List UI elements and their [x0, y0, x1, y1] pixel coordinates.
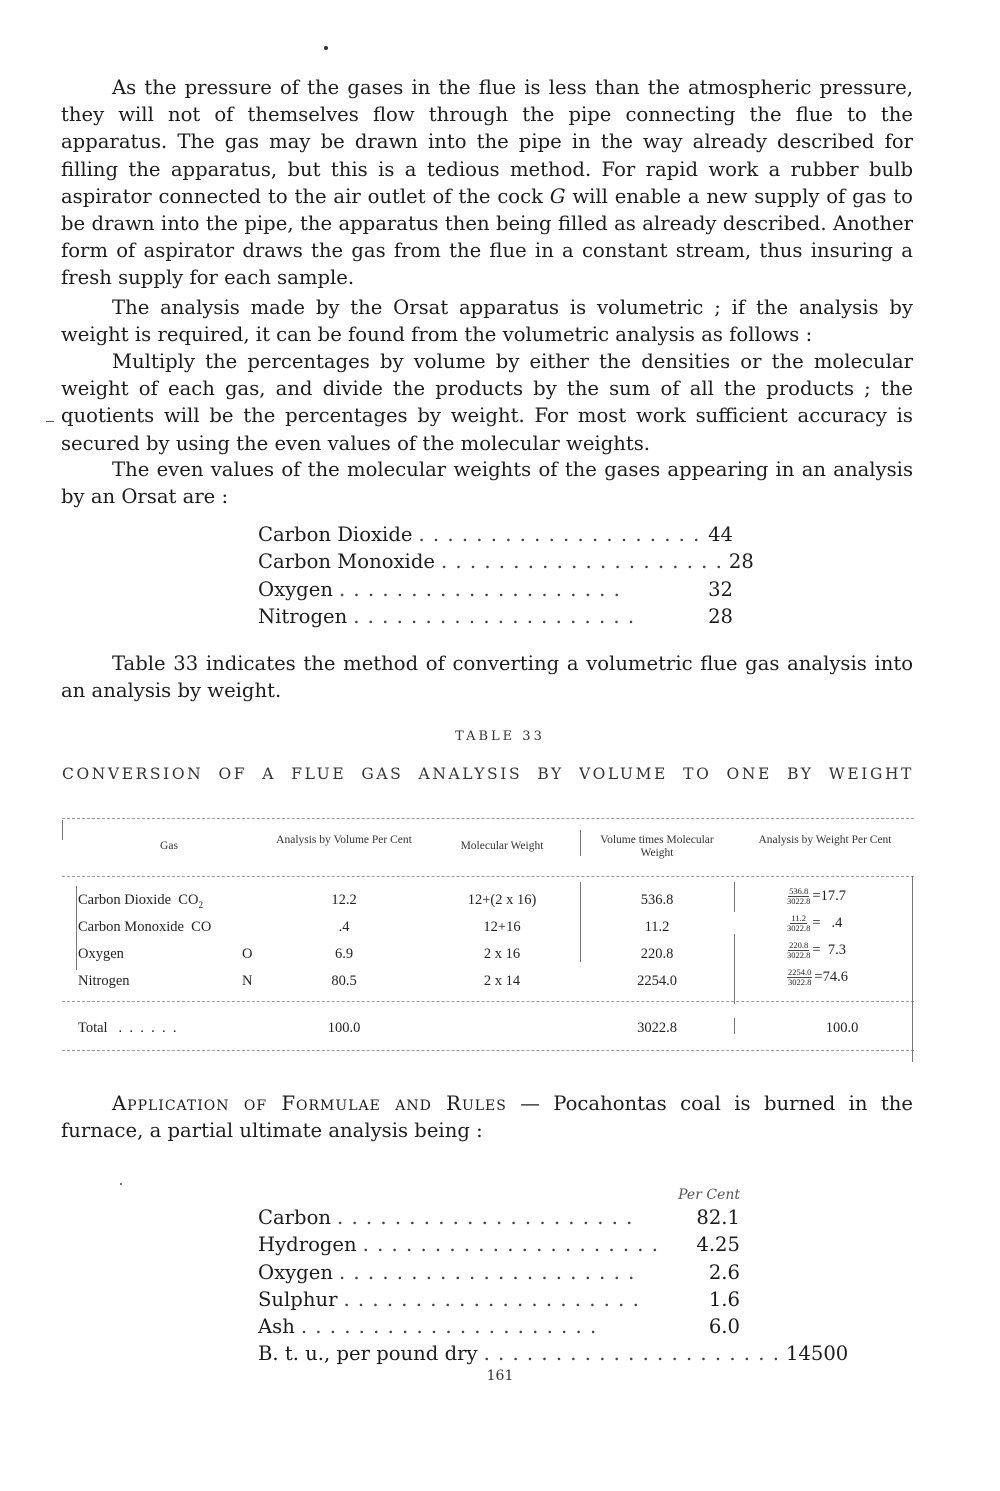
list-item: Nitrogen . . . . . . . . . . . . . . . . . . . . 28	[258, 604, 733, 628]
list-item: Carbon Monoxide . . . . . . . . . . . . . . . . . . . . 28	[258, 550, 754, 574]
table-rule	[62, 876, 914, 877]
table-rule	[62, 818, 914, 819]
list-item: Oxygen . . . . . . . . . . . . . . . . . . . . 32	[258, 577, 733, 601]
cell-gas: Carbon Monoxide CO	[78, 919, 212, 935]
print-speck	[324, 46, 328, 50]
table-rule	[580, 882, 581, 962]
cell-product: 11.2	[644, 919, 670, 935]
cell-product: 2254.0	[637, 973, 677, 989]
total-weight: 100.0	[825, 1020, 859, 1036]
cell-volume: .4	[338, 919, 350, 935]
total-product: 3022.8	[637, 1020, 677, 1036]
cell-symbol: O	[242, 946, 253, 962]
table-rule	[62, 1001, 914, 1002]
list-item: Carbon . . . . . . . . . . . . . . . . . . . . . 82.1	[258, 1206, 740, 1229]
table-rule	[76, 886, 77, 970]
column-header: Per Cent	[678, 1187, 740, 1203]
table-rule	[734, 882, 735, 912]
print-speck	[46, 421, 54, 422]
table-rule	[62, 820, 63, 840]
cell-weight: 2254.0 3022.8 = 74.6	[788, 967, 848, 987]
cell-weight: 220.8 3022.8 = 7.3	[787, 940, 846, 960]
table-number: TABLE 33	[455, 729, 545, 744]
list-item: B. t. u., per pound dry . . . . . . . . . . . . . . . . . . . . . 14500	[258, 1342, 849, 1366]
cell-volume: 12.2	[331, 892, 357, 908]
list-item: Hydrogen . . . . . . . . . . . . . . . . . . . . . 4.25	[258, 1233, 740, 1257]
header-gas: Gas	[160, 840, 178, 852]
header-product: Volume times Molecular Weight	[600, 834, 714, 859]
cell-molecular: 2 x 14	[483, 973, 521, 989]
cell-volume: 6.9	[334, 946, 354, 962]
paragraph-multiply: Multiply the percentages by volume by either the densities or the molecular weight of each gas, and divide the products by the sum of all the products ; the quotients will be the percentages by weight. For most work sufficient accuracy is secured by using the even values of the molecular weights.	[61, 350, 913, 455]
total-label: Total . . . . . .	[78, 1020, 177, 1036]
list-item: Oxygen . . . . . . . . . . . . . . . . . . . . . 2.6	[258, 1260, 740, 1284]
table-rule	[734, 934, 735, 1004]
header-weight: Analysis by Weight Per Cent	[758, 834, 892, 846]
list-item: Ash . . . . . . . . . . . . . . . . . . . . . 6.0	[258, 1315, 740, 1339]
paragraph-volumetric: The analysis made by the Orsat apparatus is volumetric ; if the analysis by weight is required, it can be found from the volumetric analysis as follows :	[61, 296, 913, 347]
table-title: CONVERSION OF A FLUE GAS ANALYSIS BY VOLUME TO ONE BY WEIGHT	[62, 765, 914, 783]
cell-gas: Nitrogen	[78, 973, 130, 989]
table-rule	[62, 1050, 914, 1051]
total-volume: 100.0	[327, 1020, 361, 1036]
table-rule	[734, 1018, 735, 1034]
print-speck	[120, 1183, 122, 1185]
paragraph-table-intro: Table 33 indicates the method of converting a volumetric flue gas analysis into an analysis by weight.	[61, 652, 913, 703]
cell-molecular: 12+16	[483, 919, 521, 935]
table-rule	[580, 830, 581, 856]
cell-symbol: N	[242, 973, 253, 989]
cell-weight: 536.8 3022.8 = 17.7	[787, 886, 846, 906]
ultimate-analysis-list	[258, 1182, 849, 1368]
cell-weight: 11.2 3022.8 = .4	[787, 913, 843, 933]
cell-volume: 80.5	[331, 973, 357, 989]
molecular-weights-list	[258, 521, 754, 630]
header-volume: Analysis by Volume Per Cent	[276, 834, 412, 846]
paragraph-even-values: The even values of the molecular weights of the gases appearing in an analysis by an Orsat are :	[61, 458, 913, 509]
cell-product: 220.8	[640, 946, 674, 962]
paragraph-application: Application of Formulae and Rules — Pocahontas coal is burned in the furnace, a partial ultimate analysis being :	[61, 1092, 913, 1143]
cell-product: 536.8	[640, 892, 674, 908]
cell-gas: Carbon Dioxide $CO_2$	[78, 892, 203, 910]
cell-gas: Oxygen	[78, 946, 124, 962]
cell-molecular: 12+(2 x 16)	[467, 892, 537, 908]
list-item: Sulphur . . . . . . . . . . . . . . . . . . . . . 1.6	[258, 1287, 740, 1311]
paragraph-flue-pressure: As the pressure of the gases in the flue is less than the atmospheric pressure, they will not of themselves flow through the pipe connecting the flue to the apparatus. The gas may be drawn into the pipe in the way already described for filling the apparatus, but this is a tedious method. For rapid work a rubber bulb aspirator connected to the air outlet of the cock G will enable a new supply of gas to be drawn into the pipe, the apparatus then being filled as already described. Another form of aspirator draws the gas from the flue in a constant stream, thus insuring a fresh supply for each sample.	[61, 76, 913, 290]
cell-molecular: 2 x 16	[483, 946, 521, 962]
conversion-table	[62, 818, 917, 1063]
page-number: 161	[486, 1368, 514, 1384]
list-item: Carbon Dioxide . . . . . . . . . . . . . . . . . . . . 44	[258, 523, 733, 546]
header-molecular: Molecular Weight	[460, 840, 544, 852]
table-rule	[912, 876, 913, 1062]
